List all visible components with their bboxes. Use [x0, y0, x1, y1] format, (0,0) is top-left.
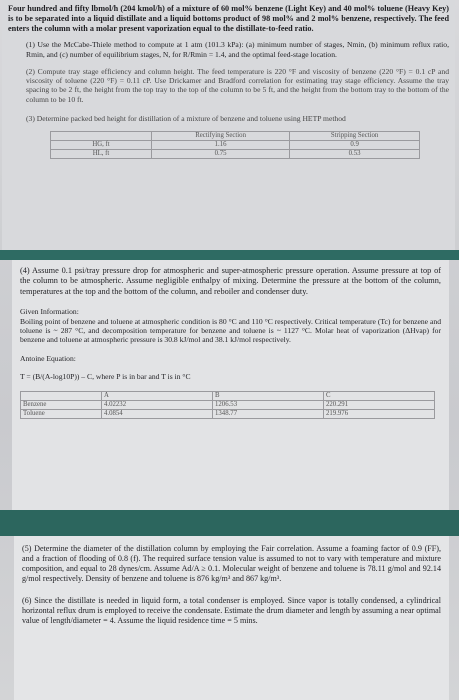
antoine-header-a: A	[102, 392, 213, 401]
question-3: (3) Determine packed bed height for distillation of a mixture of benzene and toluene using HETP method	[26, 114, 346, 124]
problem-intro: Four hundred and fifty lbmol/h (204 kmol/h) of a mixture of 60 mol% benzene (Light Key) and 40 mol% toluene (Heavy Key) is to be separated into a liquid distillate and a liquid bottoms product of 98 mol% and 2 mol% benzene, respectively. The feed enters the column with a molar present vaporization equal to the distillate-to-feed ratio.	[8, 4, 449, 34]
antoine-header-c: C	[324, 392, 435, 401]
problem-sheet-2	[12, 260, 449, 510]
divider-band	[0, 250, 459, 260]
hetp-cell: 0.75	[152, 150, 290, 159]
antoine-title: Antoine Equation:	[20, 354, 76, 364]
antoine-row-label: Toluene	[21, 410, 102, 419]
antoine-cell: 4.02232	[102, 401, 213, 410]
question-2: (2) Compute tray stage efficiency and column height. The feed temperature is 220 °F and viscosity of benzene (220 °F) = 0.1 cP and viscosity of toluene (220 °F) = 0.11 cP. Use Drickamer and Bradford correlation for estimating tray stage efficiency. Assume the tray spacing to be 2 ft, the height from the top tray to the top of the column to be 5 ft, and the height from the bottom tray to the bottom of the column to be 10 ft.	[26, 66, 449, 104]
antoine-cell: 220.291	[324, 401, 435, 410]
hetp-table	[50, 131, 420, 159]
divider-band	[0, 510, 459, 536]
antoine-cell: 1348.77	[213, 410, 324, 419]
hetp-cell: 0.53	[290, 150, 420, 159]
problem-sheet-1	[2, 0, 455, 250]
antoine-equation: T = (B/(A-log10P)) – C, where P is in bar and T is in °C	[20, 371, 191, 381]
hetp-header-stripping: Stripping Section	[290, 132, 420, 141]
problem-sheet-3	[14, 536, 449, 700]
hetp-header-blank	[51, 132, 152, 141]
antoine-row-label: Benzene	[21, 401, 102, 410]
antoine-cell: 4.0854	[102, 410, 213, 419]
antoine-header-b: B	[213, 392, 324, 401]
antoine-cell: 219.976	[324, 410, 435, 419]
given-title: Given Information:	[20, 307, 79, 317]
question-1: (1) Use the McCabe-Thiele method to compute at 1 atm (101.3 kPa): (a) minimum number of stages, Nmin, (b) minimum reflux ratio, Rmin, and (c) number of equilibrium stages, N, for R/Rmin = 1.4, and the optimal feed-stage location.	[26, 40, 449, 59]
hetp-cell: 0.9	[290, 141, 420, 150]
hetp-row-label: HG, ft	[51, 141, 152, 150]
hetp-header-rectifying: Rectifying Section	[152, 132, 290, 141]
antoine-table	[20, 391, 435, 419]
given-information: Boiling point of benzene and toluene at atmospheric condition is 80 °C and 110 °C respectively. Critical temperature (Tc) for benzene and toluene is ~ 287 °C, and decomposition temperature for benzene and toluene is ~ 1127 °C. Molar heat of vaporization (ΔHvap) for benzene and toluene at atmospheric pressure is 30.8 kJ/mol and 38.1 kJ/mol respectively.	[20, 316, 441, 345]
hetp-row-label: HL, ft	[51, 150, 152, 159]
antoine-cell: 1206.53	[213, 401, 324, 410]
antoine-header-blank	[21, 392, 102, 401]
question-5: (5) Determine the diameter of the distillation column by employing the Fair correlation. Assume a foaming factor of 0.9 (FF), and a fraction of flooding of 0.8 (f). The required surface tension value is assumed to not to vary with temperature and mixture composition, and equal to 28 dynes/cm. Assume Ad/A ≥ 0.1. Molecular weight of benzene and toluene is 78.11 g/mol and 92.14 g/mol respectively. Density of benzene and toluene is 876 kg/m³ and 867 kg/m³.	[22, 544, 441, 583]
question-6: (6) Since the distillate is needed in liquid form, a total condenser is employed. Since vapor is totally condensed, a cylindrical horizontal reflux drum is employed to receive the condensate. Estimate the drum diameter and length by assuming a near optimal value of length/diameter = 4. Assume the liquid residence time = 5 mins.	[22, 596, 441, 625]
question-4: (4) Assume 0.1 psi/tray pressure drop for atmospheric and super-atmospheric pressure operation. Assume pressure at top of the column to be atmospheric. Assume negligible enthalpy of mixing. Determine the pressure at the bottom of the column, temperatures at the top and the bottom of the column, and reboiler and condenser duty.	[20, 266, 441, 296]
hetp-cell: 1.16	[152, 141, 290, 150]
